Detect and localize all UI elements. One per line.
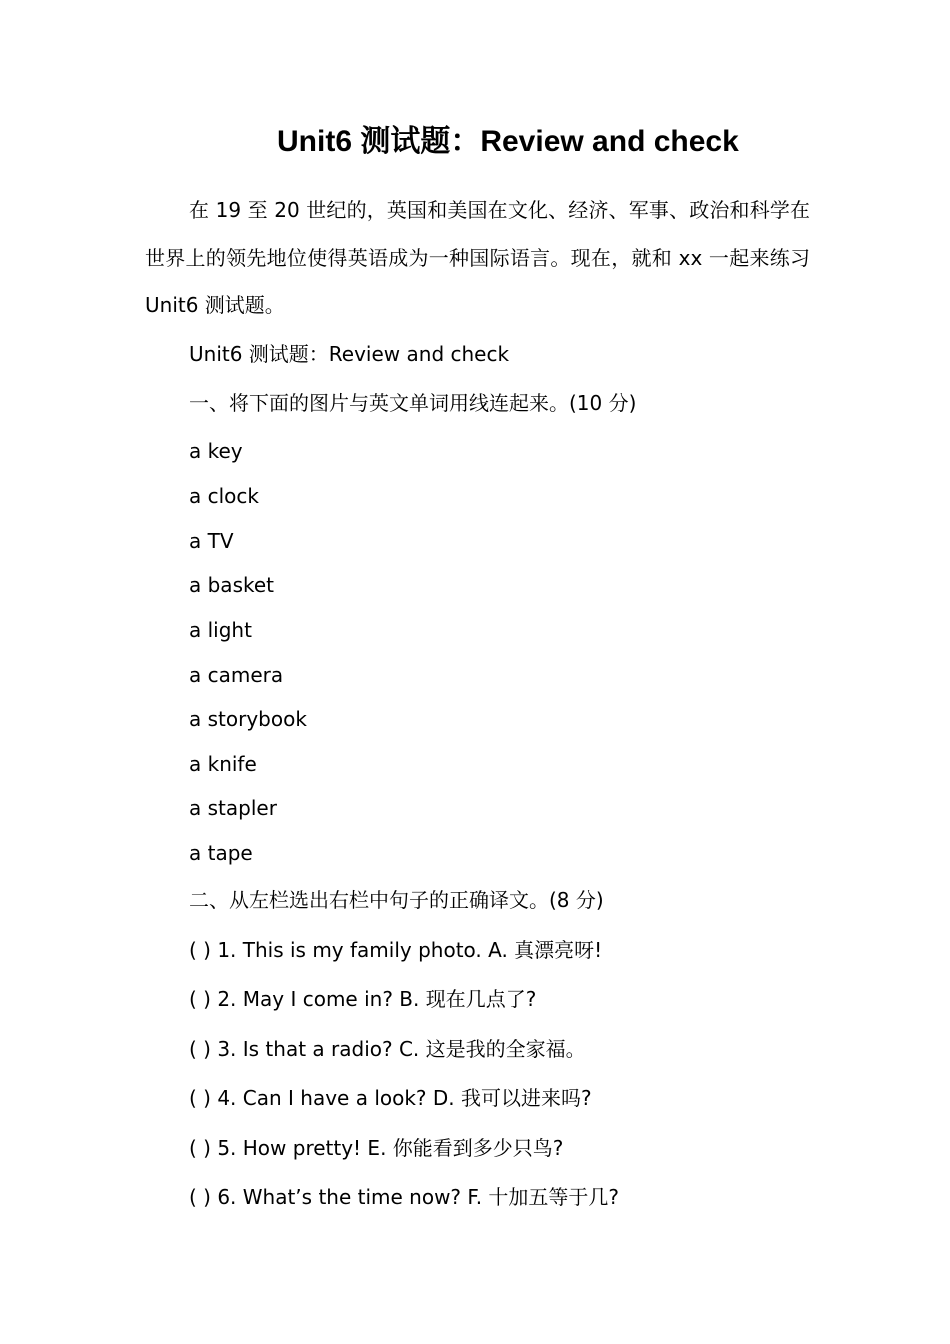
word-item: a stapler: [189, 796, 277, 820]
title-container: [0, 120, 950, 166]
word-item: a basket: [189, 573, 274, 597]
question-item: ( ) 2. May I come in? B. 现在几点了?: [189, 987, 537, 1011]
question-item: ( ) 4. Can I have a look? D. 我可以进来吗?: [189, 1086, 592, 1110]
subtitle: Unit6 测试题：Review and check: [189, 342, 510, 366]
word-item: a clock: [189, 484, 259, 508]
question-item: ( ) 1. This is my family photo. A. 真漂亮呀!: [189, 938, 603, 962]
word-item: a storybook: [189, 707, 307, 731]
section2-heading: 二、从左栏选出右栏中句子的正确译文。(8 分): [189, 888, 604, 912]
word-item: a camera: [189, 663, 284, 687]
intro-paragraph: 在 19 至 20 世纪的，英国和美国在文化、经济、军事、政治和科学在世界上的领先地位使得英语成为一种国际语言。现在，就和 xx 一起来练习 Unit6 测试题。: [145, 198, 810, 317]
document-title: Unit6 测试题：Review and check: [277, 125, 739, 158]
word-item: a knife: [189, 752, 257, 776]
word-item: a tape: [189, 841, 253, 865]
question-item: ( ) 5. How pretty! E. 你能看到多少只鸟?: [189, 1136, 564, 1160]
word-item: a key: [189, 439, 243, 463]
question-item: ( ) 6. What’s the time now? F. 十加五等于几?: [189, 1185, 620, 1209]
word-item: a TV: [189, 529, 234, 553]
section1-heading: 一、将下面的图片与英文单词用线连起来。(10 分): [189, 391, 637, 415]
question-item: ( ) 3. Is that a radio? C. 这是我的全家福。: [189, 1037, 586, 1061]
word-item: a light: [189, 618, 252, 642]
